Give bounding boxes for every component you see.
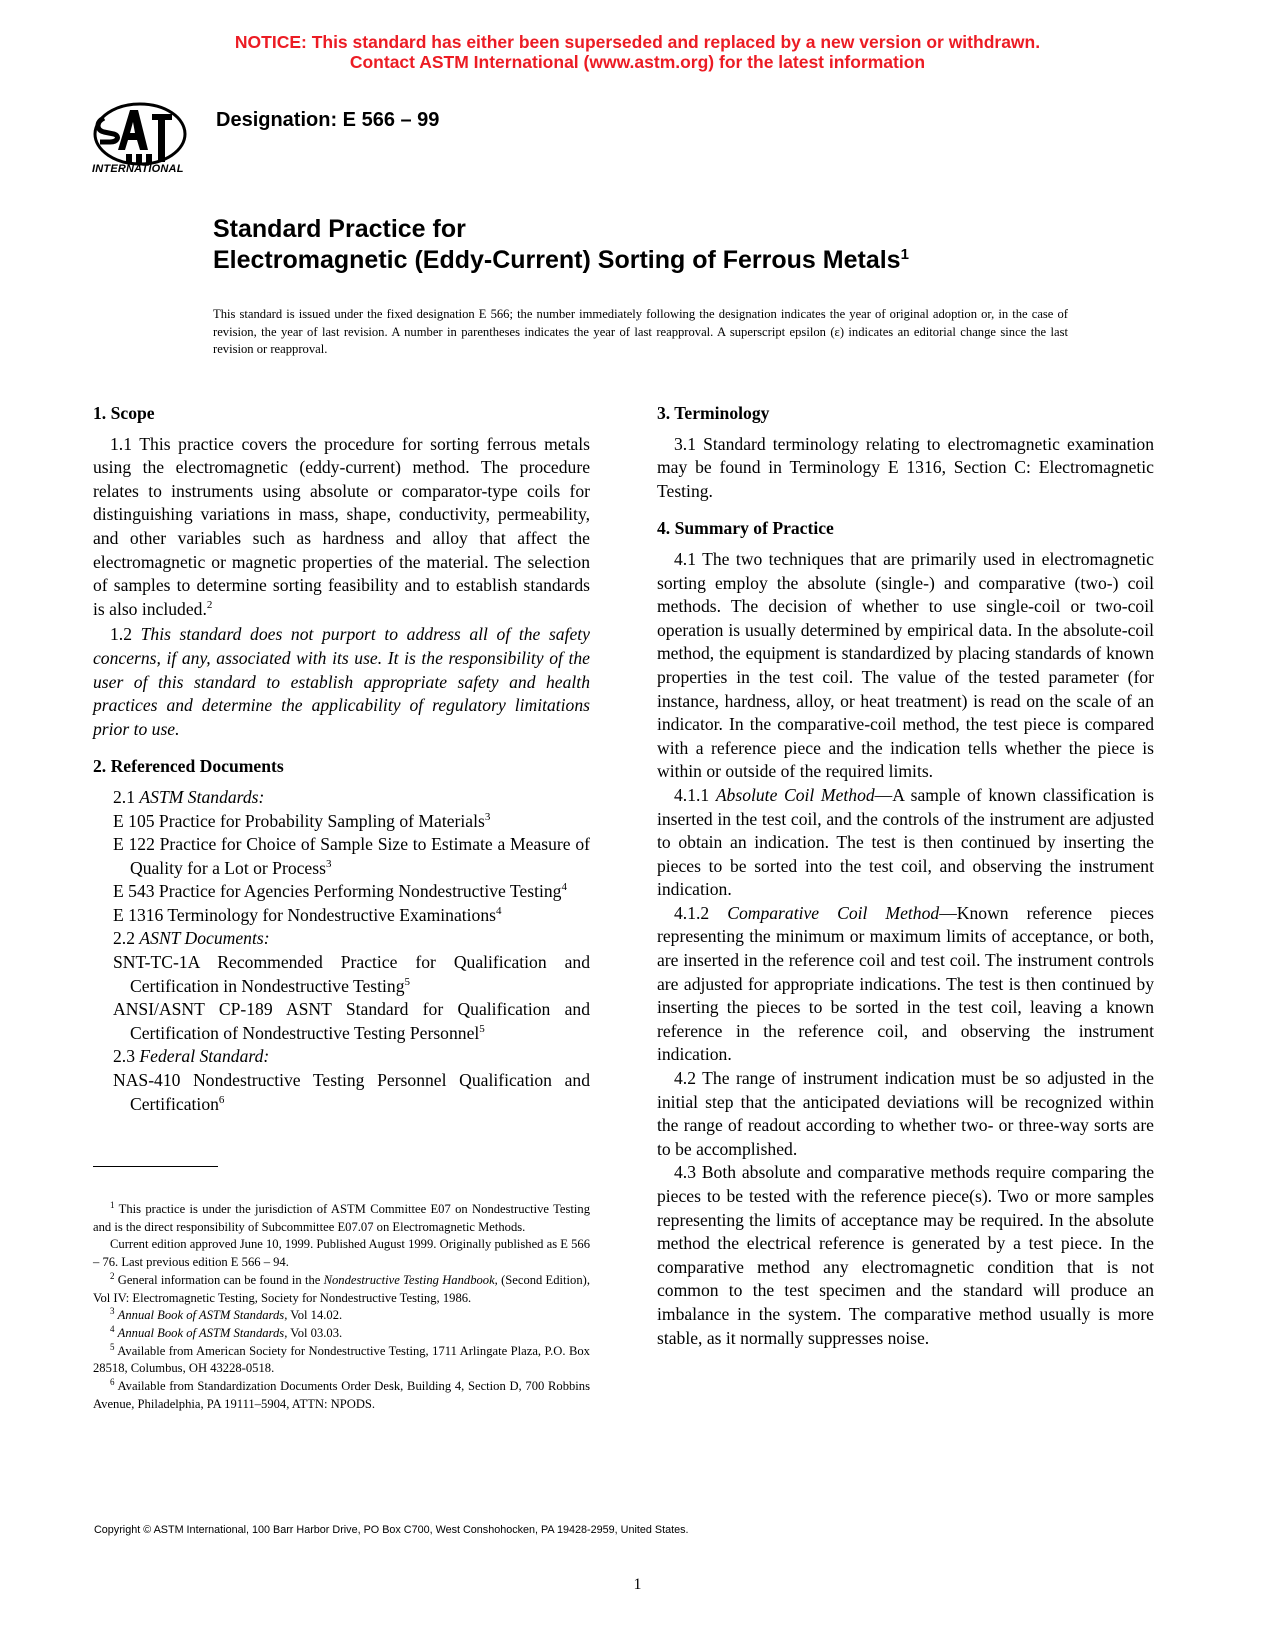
footnote-divider <box>93 1166 218 1167</box>
ref-item <box>113 904 590 928</box>
summary-4-1-2 <box>657 902 1154 1067</box>
scope-heading: 1. Scope <box>93 403 155 423</box>
ref-sup: 4 <box>561 881 567 894</box>
summary-heading: 4. Summary of Practice <box>657 518 834 539</box>
fn-mark: 1 <box>110 1200 115 1210</box>
ref-item <box>113 833 590 880</box>
refdocs-2-3 <box>113 1045 590 1069</box>
refdocs-2-2-label: ASNT Documents: <box>139 928 270 949</box>
ref-sup: 3 <box>325 857 332 870</box>
right-column <box>657 402 1154 1350</box>
footnotes <box>93 1201 590 1413</box>
notice-line-2: Contact ASTM International (www.astm.org) for the latest information <box>349 52 926 72</box>
designation: Designation: E 566 – 99 <box>216 109 440 131</box>
summary-4-1-2-term: Comparative Coil Method <box>727 902 940 923</box>
scope-1-2-num: 1.2 <box>110 624 132 645</box>
fn-mark: 5 <box>110 1341 115 1352</box>
page-number: 1 <box>633 1576 642 1593</box>
refdocs-2-2 <box>113 927 590 951</box>
ref-item <box>113 951 590 998</box>
ref-text: E 543 Practice for Agencies Performing Nondestructive Testing <box>113 881 562 902</box>
ref-text: NAS-410 Nondestructive Testing Personnel Qualification and Certification <box>113 1070 590 1114</box>
fn-text: General information can be found in the <box>117 1272 321 1287</box>
footnote-6 <box>93 1378 590 1413</box>
refdocs-2-1-label: ASTM Standards: <box>139 786 265 807</box>
ref-sup: 3 <box>484 810 491 823</box>
ref-text: E 105 Practice for Probability Sampling of Materials <box>113 810 485 831</box>
footnote-1 <box>93 1201 590 1236</box>
scope-1-2 <box>93 623 590 741</box>
refdocs-2-3-label: Federal Standard: <box>139 1046 270 1067</box>
ref-sup: 4 <box>496 904 502 917</box>
scope-1-2-text: This standard does not purport to address all of the safety concerns, if any, associated with its use. It is the responsibility of the user of this standard to establish appropriate safety and health practices and determine the applicability of regulatory limitations prior to use. <box>93 624 590 739</box>
footnote-5 <box>93 1343 590 1378</box>
fn-mark: 4 <box>110 1323 115 1334</box>
refdocs-2-3-num: 2.3 <box>113 1046 135 1067</box>
ref-sup: 6 <box>218 1093 225 1106</box>
footnote-3 <box>93 1307 590 1325</box>
ref-sup: 5 <box>479 1022 485 1035</box>
title-line-2 <box>213 245 909 276</box>
terminology-3-1: 3.1 Standard terminology relating to electromagnetic examination may be found in Terminology E 1316, Section C: Electromagnetic Testing. <box>657 433 1154 501</box>
ref-item <box>113 1069 590 1116</box>
fn-text: This practice is under the jurisdiction of ASTM Committee E07 on Nondestructive Testing and is the direct responsibility of Subcommittee E07.07 on Electromagnetic Methods. <box>93 1202 591 1234</box>
copyright: Copyright © ASTM International, 100 Barr Harbor Drive, PO Box C700, West Conshohocken, PA 19428-2959, United States. <box>94 1524 689 1536</box>
fn-mark: 6 <box>110 1377 115 1388</box>
fn-mark: 2 <box>110 1270 115 1281</box>
footnote-2 <box>93 1272 590 1307</box>
summary-4-1-1-text: —A sample of known classification is inserted in the test coil, and the controls of the instrument are adjusted to obtain an indication. The test is then continued by inserting the pieces to be sorted into the test coil, and observing the instrument indication. <box>657 784 1155 900</box>
refdocs-heading: 2. Referenced Documents <box>93 756 284 777</box>
summary-4-1-2-num: 4.1.2 <box>674 902 710 923</box>
footnote-4 <box>93 1325 590 1343</box>
fn-text: , Vol 14.02. <box>284 1308 343 1323</box>
title-footnote-mark: 1 <box>900 246 909 263</box>
refdocs-2-1-num: 2.1 <box>113 786 135 807</box>
footnote-1b <box>93 1236 590 1271</box>
ref-item <box>113 998 590 1045</box>
ref-text: E 122 Practice for Choice of Sample Size to Estimate a Measure of Quality for a Lot or Process <box>113 834 590 878</box>
notice-line-1: NOTICE: This standard has either been superseded and replaced by a new version or withdrawn. <box>234 32 1041 52</box>
scope-1-1 <box>93 433 590 622</box>
ref-text: E 1316 Terminology for Nondestructive Examinations <box>113 904 496 925</box>
document-title <box>213 214 909 276</box>
summary-4-1-1-term: Absolute Coil Method <box>715 784 875 805</box>
fn-text: , Vol 03.03. <box>284 1325 343 1340</box>
fn-text: Available from American Society for Nondestructive Testing, 1711 Arlingate Plaza, P.O. Box 28518, Columbus, OH 43228-0518. <box>93 1343 590 1376</box>
title-line-1: Standard Practice for <box>213 215 466 243</box>
issued-note: This standard is issued under the fixed designation E 566; the number immediately following the designation indicates the year of original adoption or, in the case of revision, the year of last revision. A number in parentheses indicates the year of last reapproval. A superscript epsilon (ε) indicates an editorial change since the last revision or reapproval. <box>213 307 1068 356</box>
ref-text: SNT-TC-1A Recommended Practice for Qualification and Certification in Nondestructive Testing <box>113 952 590 996</box>
scope-1-1-sup: 2 <box>206 598 213 611</box>
ref-sup: 5 <box>404 975 411 988</box>
summary-4-1: 4.1 The two techniques that are primarily used in electromagnetic sorting employ the absolute (single-) and comparative (two-) coil methods. The decision of whether to use single-coil or two-coil operation is usually determined by empirical data. In the absolute-coil method, the equipment is standardized by placing standards of known properties in the test coil. The value of the tested parameter (for instance, hardness, alloy, or heat treatment) is read on the scale of an indicator. In the comparative-coil method, the test piece is compared with a reference piece and the indication tells whether the piece is within or outside of the required limits. <box>657 548 1154 782</box>
summary-4-1-1 <box>657 784 1154 902</box>
fn-italic: Nondestructive Testing Handbook, <box>323 1272 498 1287</box>
title-main: Electromagnetic (Eddy-Current) Sorting of Ferrous Metals <box>213 246 901 274</box>
fn-mark: 3 <box>110 1306 115 1317</box>
ref-item <box>113 810 590 834</box>
refdocs-2-2-num: 2.2 <box>113 928 135 949</box>
refdocs-2-1 <box>113 786 590 810</box>
left-column <box>93 402 590 1116</box>
summary-4-1-1-num: 4.1.1 <box>674 784 710 805</box>
fn-text: Available from Standardization Documents Order Desk, Building 4, Section D, 700 Robbins Avenue, Philadelphia, PA 19111–5904, ATTN: NPODS. <box>93 1379 590 1411</box>
ref-item <box>113 880 590 904</box>
ref-text: ANSI/ASNT CP-189 ASNT Standard for Qualification and Certification of Nondestructive Testing Personnel <box>113 999 590 1043</box>
summary-4-3: 4.3 Both absolute and comparative methods require comparing the pieces to be tested with the reference piece(s). Two or more samples representing the limits of acceptance may be required. In the absolute method the electrical reference is generated by a test piece. In the comparative method any electromagnetic condition that is not common to the test specimen and the standard will produce an imbalance in the system. The comparative method usually is more stable, as it normally suppresses noise. <box>657 1162 1154 1348</box>
summary-4-1-2-text: —Known reference pieces representing the minimum or maximum limits of acceptance, or both, are inserted in the reference coil and test coil. The instrument controls are adjusted for appropriate indications. The test is then continued by inserting the pieces to be sorted in the test coil, leaving a known reference in the reference coil, and observing the instrument indication. <box>657 902 1155 1065</box>
summary-4-2: 4.2 The range of instrument indication must be so adjusted in the initial step that the anticipated deviations will be recognized within the range of readout according to whether two- or three-way sorts are to be accomplished. <box>657 1068 1154 1159</box>
terminology-heading: 3. Terminology <box>657 403 770 423</box>
logo-caption: INTERNATIONAL <box>92 163 184 175</box>
scope-1-1-text: 1.1 This practice covers the procedure for sorting ferrous metals using the electromagnetic (eddy-current) method. The procedure relates to instruments using absolute or comparator-type coils for distinguishing variations in mass, shape, conductivity, permeability, and other variables such as hardness and alloy that affect the electromagnetic or magnetic properties of the material. The selection of samples to determine sorting feasibility and to establish standards is also included. <box>93 433 590 619</box>
fn-text: (Second Edition), Vol IV: Electromagnetic Testing, Society for Nondestructive Testing, 1986. <box>93 1272 590 1305</box>
fn-italic: Annual Book of ASTM Standards <box>117 1308 285 1323</box>
notice-banner <box>0 32 1275 72</box>
fn-italic: Annual Book of ASTM Standards <box>117 1325 285 1340</box>
fn-text: Current edition approved June 10, 1999. Published August 1999. Originally published as E 566 – 76. Last previous edition E 566 – 94. <box>93 1237 590 1270</box>
